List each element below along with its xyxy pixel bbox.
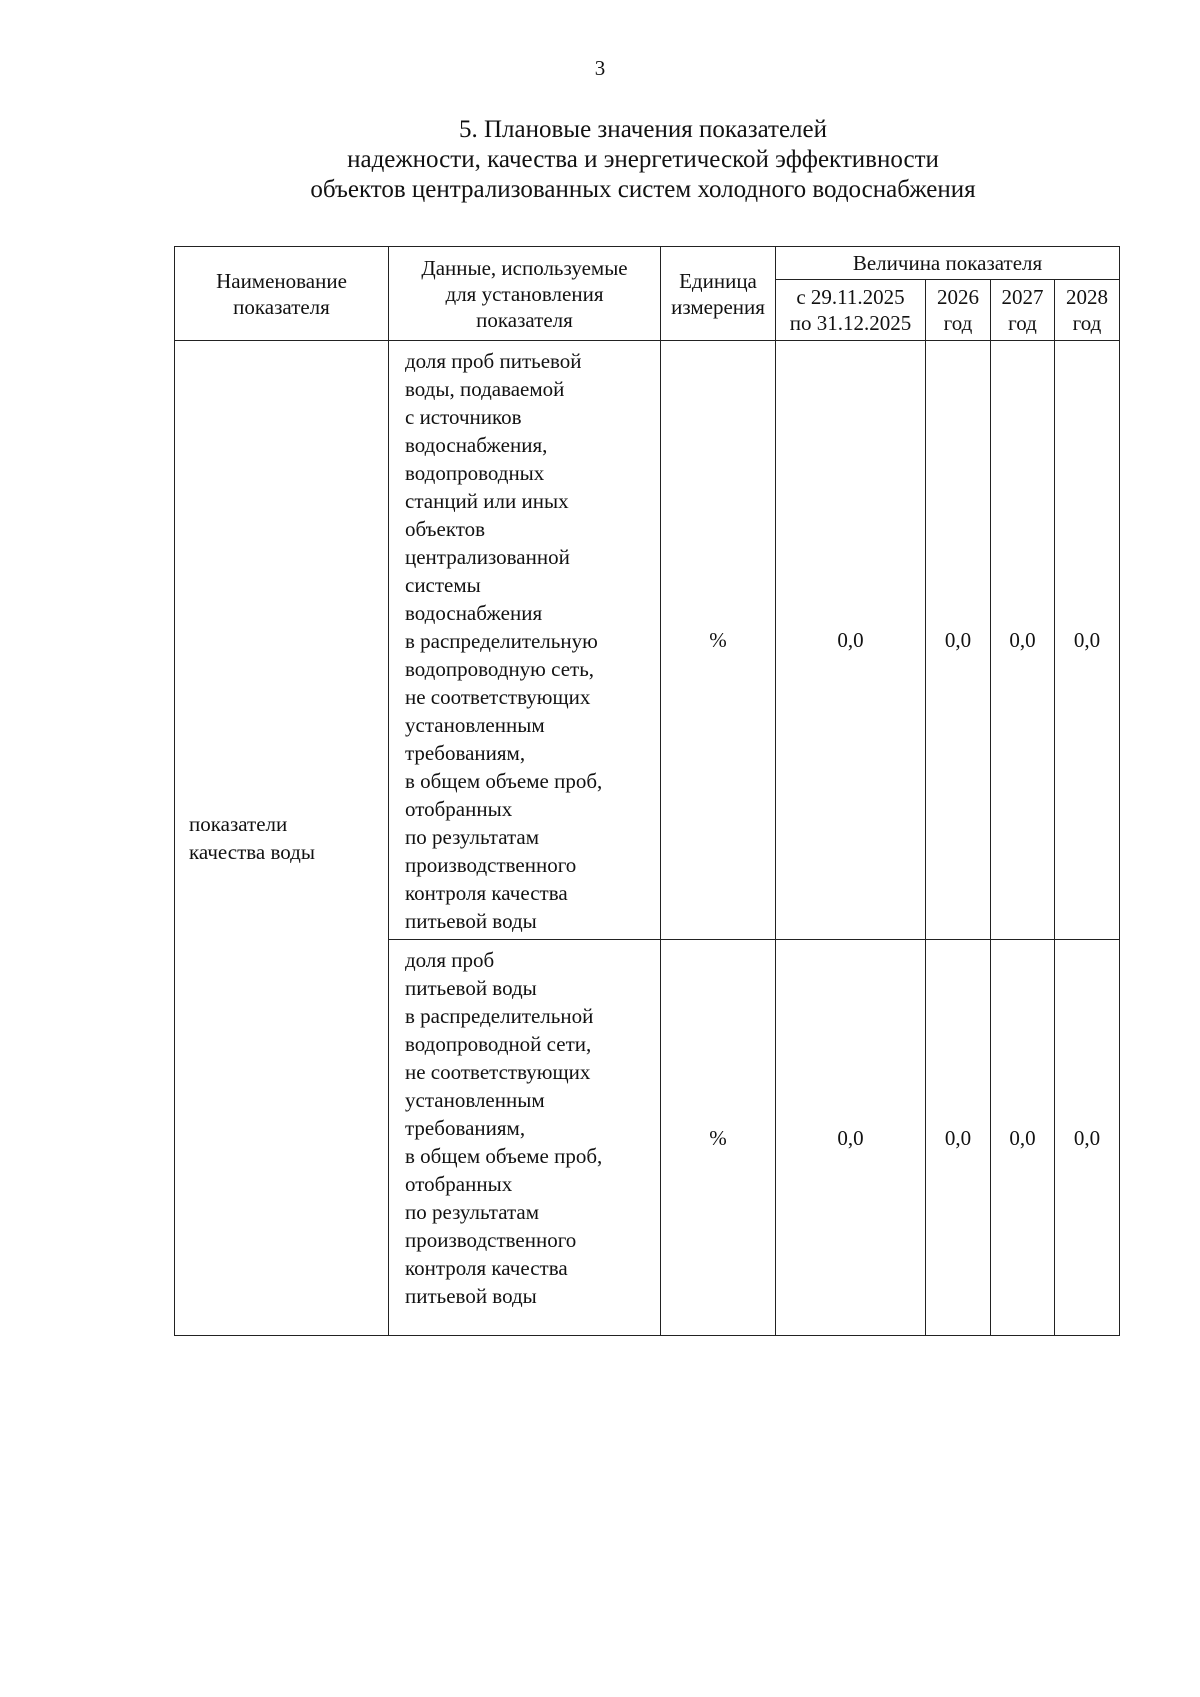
value-2028: 0,0 [1055, 940, 1120, 1336]
section-title [0, 115, 1200, 205]
value-2027: 0,0 [991, 940, 1055, 1336]
header-data-used [389, 247, 661, 341]
header-text: Наименование [216, 268, 347, 293]
title-line: 5. Плановые значения показателей [458, 116, 828, 143]
header-text: с 29.11.2025 [796, 285, 905, 309]
value-period: 0,0 [776, 940, 926, 1336]
data-description [389, 341, 661, 940]
data-line: водоснабжения [405, 601, 543, 625]
header-period [776, 280, 926, 341]
data-line: водопроводную сеть, [405, 657, 595, 681]
value-2027: 0,0 [991, 341, 1055, 940]
data-description [389, 940, 661, 1336]
header-value-group: Величина показателя [776, 247, 1120, 280]
value-2026: 0,0 [926, 341, 991, 940]
value-2026: 0,0 [926, 940, 991, 1336]
data-line: питьевой воды [405, 909, 537, 933]
header-year-2026 [926, 280, 991, 341]
data-line: доля проб питьевой [405, 349, 582, 373]
data-line: в распределительную [405, 629, 598, 653]
header-text: год [943, 311, 973, 335]
data-line: производственного [405, 853, 577, 877]
indicator-group-name [175, 341, 389, 1336]
indicator-name-text: качества воды [189, 840, 315, 864]
header-text: по 31.12.2025 [789, 311, 912, 335]
data-line: отобранных [405, 797, 513, 821]
data-line: централизованной [405, 545, 570, 569]
data-line: по результатам [405, 1200, 540, 1224]
unit-cell: % [661, 940, 776, 1336]
data-line: не соответствующих [405, 685, 591, 709]
header-text: 2026 [937, 285, 979, 309]
title-line: объектов централизованных систем холодного водоснабжения [310, 176, 976, 203]
value-2028: 0,0 [1055, 341, 1120, 940]
title-line: надежности, качества и энергетической эффективности [347, 146, 939, 173]
unit-cell: % [661, 341, 776, 940]
header-text: год [1072, 311, 1102, 335]
data-line: водопроводной сети, [405, 1032, 592, 1056]
data-line: с источников [405, 405, 522, 429]
data-line: установленным [405, 1088, 545, 1112]
data-line: по результатам [405, 825, 540, 849]
data-line: отобранных [405, 1172, 513, 1196]
page-number: 3 [594, 56, 606, 80]
data-line: водопроводных [405, 461, 545, 485]
data-line: воды, подаваемой [405, 377, 565, 401]
indicator-name-text: показатели [189, 812, 288, 836]
header-text: 2028 [1066, 285, 1108, 309]
header-indicator-name [175, 247, 389, 341]
indicators-table [174, 246, 1120, 1336]
data-line: питьевой воды [405, 976, 537, 1000]
data-line: производственного [405, 1228, 577, 1252]
data-line: в общем объеме проб, [405, 1144, 603, 1168]
header-text: для установления [445, 281, 604, 306]
header-year-2027 [991, 280, 1055, 341]
data-line: доля проб [405, 948, 495, 972]
value-period: 0,0 [776, 341, 926, 940]
data-line: в распределительной [405, 1004, 594, 1028]
header-year-2028 [1055, 280, 1120, 341]
data-line: установленным [405, 713, 545, 737]
header-text: 2027 [1001, 285, 1044, 309]
data-line: станций или иных [405, 489, 569, 513]
header-text: Единица [679, 268, 757, 293]
table-row [175, 341, 1120, 940]
data-line: контроля качества [405, 1256, 568, 1280]
data-line: требованиям, [405, 741, 526, 765]
data-line: в общем объеме проб, [405, 769, 603, 793]
header-text: измерения [671, 294, 765, 319]
data-line: системы [405, 573, 481, 597]
data-line: требованиям, [405, 1116, 526, 1140]
data-line: объектов [405, 517, 486, 541]
data-line: контроля качества [405, 881, 568, 905]
header-text: показателя [233, 294, 330, 319]
data-line: водоснабжения, [405, 433, 548, 457]
data-line: питьевой воды [405, 1284, 537, 1308]
data-line: не соответствующих [405, 1060, 591, 1084]
header-unit [661, 247, 776, 341]
header-text: показателя [476, 307, 573, 332]
header-text: Данные, используемые [421, 255, 628, 280]
header-text: год [1008, 311, 1037, 335]
